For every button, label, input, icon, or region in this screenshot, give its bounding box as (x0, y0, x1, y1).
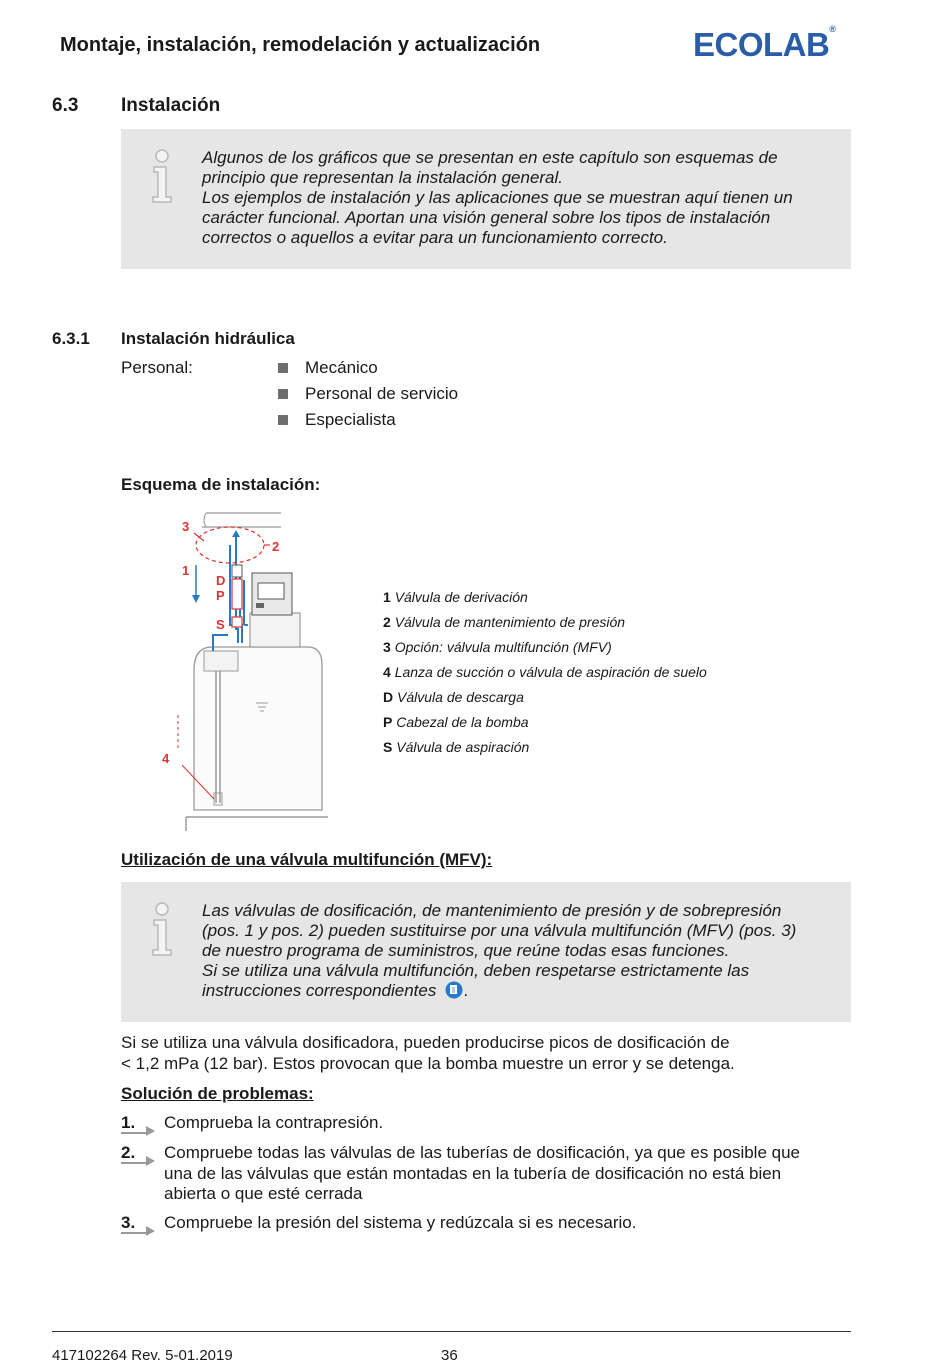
note-line: principio que representan la instalación general. (202, 168, 564, 187)
document-reference: 417102264 Rev. 5-01.2019 (52, 1347, 233, 1364)
legend-item: 3 Opción: válvula multifunción (MFV) (383, 639, 612, 655)
legend-item: 2 Válvula de mantenimiento de presión (383, 614, 626, 630)
diagram-label: 1 (182, 563, 190, 578)
subsection-title: Instalación hidráulica (121, 329, 295, 348)
paragraph-line: < 1,2 mPa (12 bar). Estos provocan que la bomba muestre un error y se detenga. (121, 1053, 735, 1073)
section-number: 6.3 (52, 95, 79, 116)
section-title: Instalación (121, 95, 221, 116)
diagram-label: 2 (272, 539, 280, 554)
mfv-heading: Utilización de una válvula multifunción (MFV): (121, 850, 493, 869)
bullet-icon (278, 389, 288, 399)
info-note-box (121, 129, 851, 269)
diagram-label: D (216, 573, 226, 588)
diagram-label: 3 (182, 519, 190, 534)
step-number: 3. (121, 1213, 136, 1232)
legend-item: D Válvula de descarga (383, 689, 524, 705)
logo-registered-mark: ® (829, 24, 836, 34)
personnel-item: Personal de servicio (305, 384, 459, 403)
diagram-legend (383, 589, 707, 764)
scheme-heading: Esquema de instalación: (121, 475, 321, 494)
step-number: 1. (121, 1113, 136, 1132)
note-line: (pos. 1 y pos. 2) pueden sustituirse por una válvula multifunción (MFV) (pos. 3) (202, 921, 797, 940)
page-header-title: Montaje, instalación, remodelación y actualización (60, 34, 541, 56)
note-line: Algunos de los gráficos que se presentan en este capítulo son esquemas de (202, 148, 778, 167)
info-icon (147, 149, 177, 203)
step-arrow-icon (121, 1122, 157, 1136)
info-icon (147, 902, 177, 956)
note-line: de nuestro programa de suministros, que reúne todas esas funciones. (202, 941, 730, 960)
personnel-item: Mecánico (305, 358, 378, 377)
footer-divider (52, 1331, 851, 1332)
document-reference-icon[interactable] (444, 981, 464, 999)
ecolab-logo (693, 26, 835, 64)
valve-paragraph (121, 1033, 735, 1074)
paragraph-line: Si se utiliza una válvula dosificadora, pueden producirse picos de dosificación de (121, 1033, 730, 1052)
legend-item: 1 Válvula de derivación (383, 589, 528, 605)
troubleshooting-heading: Solución de problemas: (121, 1084, 314, 1103)
note-line: Las válvulas de dosificación, de mantenimiento de presión y de sobrepresión (202, 901, 782, 920)
mfv-note-box (121, 882, 851, 1022)
note-line: Los ejemplos de instalación y las aplicaciones que se muestran aquí tienen un (202, 188, 793, 207)
note-line: Si se utiliza una válvula multifunción, deben respetarse estrictamente las (202, 961, 750, 980)
page-number: 36 (441, 1347, 458, 1364)
legend-item: S Válvula de aspiración (383, 739, 530, 755)
bullet-icon (278, 415, 288, 425)
legend-item: 4 Lanza de succión o válvula de aspiración de suelo (383, 664, 707, 680)
diagram-label: S (216, 617, 225, 632)
step-text: Compruebe la presión del sistema y redúzcala si es necesario. (164, 1213, 637, 1232)
logo-text: ECOLAB (693, 26, 830, 63)
personnel-label: Personal: (121, 358, 193, 377)
note-line: instrucciones correspondientes . (202, 981, 469, 1000)
subsection-number: 6.3.1 (52, 329, 90, 348)
step-text: Comprueba la contrapresión. (164, 1113, 384, 1132)
bullet-icon (278, 363, 288, 373)
step-number: 2. (121, 1143, 136, 1162)
legend-item: P Cabezal de la bomba (383, 714, 529, 730)
note-line: carácter funcional. Aportan una visión general sobre los tipos de instalación (202, 208, 771, 227)
installation-diagram (158, 505, 333, 835)
note-line: correctos o aquellos a evitar para un funcionamiento correcto. (202, 228, 668, 247)
step-arrow-icon (121, 1152, 157, 1166)
diagram-label: 4 (162, 751, 170, 766)
step-text: Compruebe todas las válvulas de las tuberías de dosificación, ya que es posible que una de las válvulas que están montadas en la tubería de dosificación no está bien abierta o que esté cerrada (164, 1143, 800, 1203)
step-arrow-icon (121, 1222, 157, 1236)
personnel-item: Especialista (305, 410, 396, 429)
diagram-label: P (216, 588, 225, 603)
